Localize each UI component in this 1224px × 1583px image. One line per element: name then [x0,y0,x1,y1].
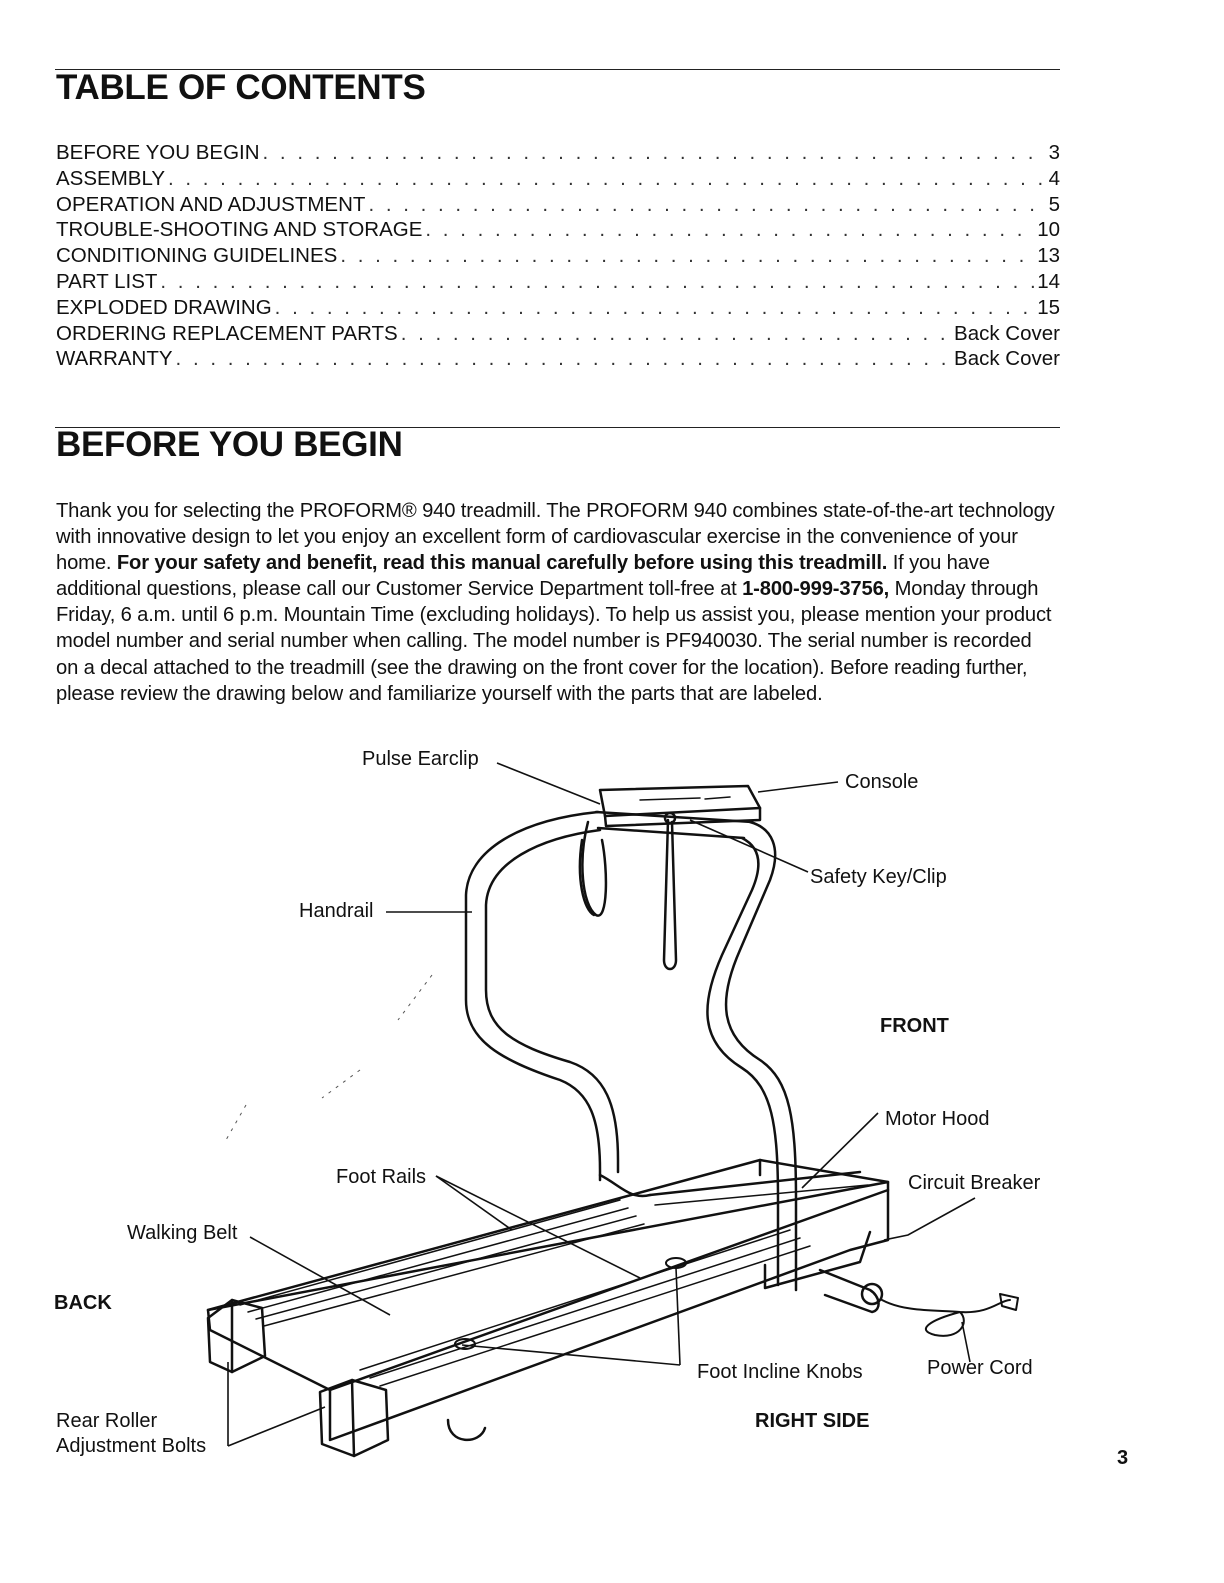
label-right-side: RIGHT SIDE [755,1410,870,1432]
label-walking-belt: Walking Belt [127,1222,238,1244]
toc-entry-before-you-begin[interactable]: BEFORE YOU BEGIN . . . 3 [56,140,1060,166]
toc-entry-warranty[interactable]: WARRANTY . . . Back Cover [56,346,1060,372]
label-rear-roller-1: Rear Roller [56,1410,158,1432]
label-circuit-breaker: Circuit Breaker [908,1172,1041,1194]
toc-entry-troubleshooting[interactable]: TROUBLE-SHOOTING AND STORAGE . . . 10 [56,217,1060,243]
toc-entry-operation[interactable]: OPERATION AND ADJUSTMENT . . . 5 [56,192,1060,218]
toc-entry-assembly[interactable]: ASSEMBLY . . . 4 [56,166,1060,192]
toc-entry-part-list[interactable]: PART LIST . . . 14 [56,269,1060,295]
label-pulse-earclip: Pulse Earclip [362,748,479,770]
label-front: FRONT [880,1015,949,1037]
label-foot-incline-knobs: Foot Incline Knobs [697,1361,863,1383]
handrail-right [707,822,796,1290]
power-cord [882,1300,1010,1336]
earclip-cord [580,822,606,916]
label-safety-key: Safety Key/Clip [810,866,947,888]
rear-wheel [448,1420,485,1440]
toc-entry-conditioning[interactable]: CONDITIONING GUIDELINES . . . 13 [56,243,1060,269]
label-motor-hood: Motor Hood [885,1108,990,1130]
page-number: 3 [1117,1447,1129,1469]
console-unit [600,786,760,826]
safety-key-strap [664,813,676,969]
toc-entry-exploded-drawing[interactable]: EXPLODED DRAWING . . . 15 [56,295,1060,321]
toc-entry-ordering-parts[interactable]: ORDERING REPLACEMENT PARTS . . . Back Cover [56,321,1060,347]
section-heading: BEFORE YOU BEGIN [56,425,403,464]
handrail-left [466,812,618,1180]
label-back: BACK [54,1292,112,1314]
label-console: Console [845,771,919,793]
toc-heading: TABLE OF CONTENTS [56,68,426,107]
label-foot-rails: Foot Rails [336,1166,427,1188]
intro-paragraph: Thank you for selecting the PROFORM® 940 treadmill. The PROFORM 940 combines state-of-the-art technology with innovative design to let you enjoy an excellent form of cardiovascular exercise in the convenience of your home. For your safety and benefit, read this manual carefully before using this treadmill. If you have additional questions, please call our Customer Service Department toll-free at 1-800-999-3756, Monday through Friday, 6 a.m. until 6 p.m. Mountain Time (excluding holidays). To help us assist you, please mention your product model number and serial number when calling. The model number is PF940030. The serial number is recorded on a decal attached to the treadmill (see the drawing on the front cover for the location). Before reading further, please review the drawing below and familiarize yourself with the parts that are labeled. [56,500,1055,705]
label-handrail: Handrail [299,900,374,922]
label-rear-roller-2: Adjustment Bolts [56,1435,207,1457]
label-power-cord: Power Cord [927,1357,1033,1379]
stray-marks [226,975,432,1140]
belt-stripes [240,1200,810,1386]
treadmill-deck [208,1160,888,1440]
